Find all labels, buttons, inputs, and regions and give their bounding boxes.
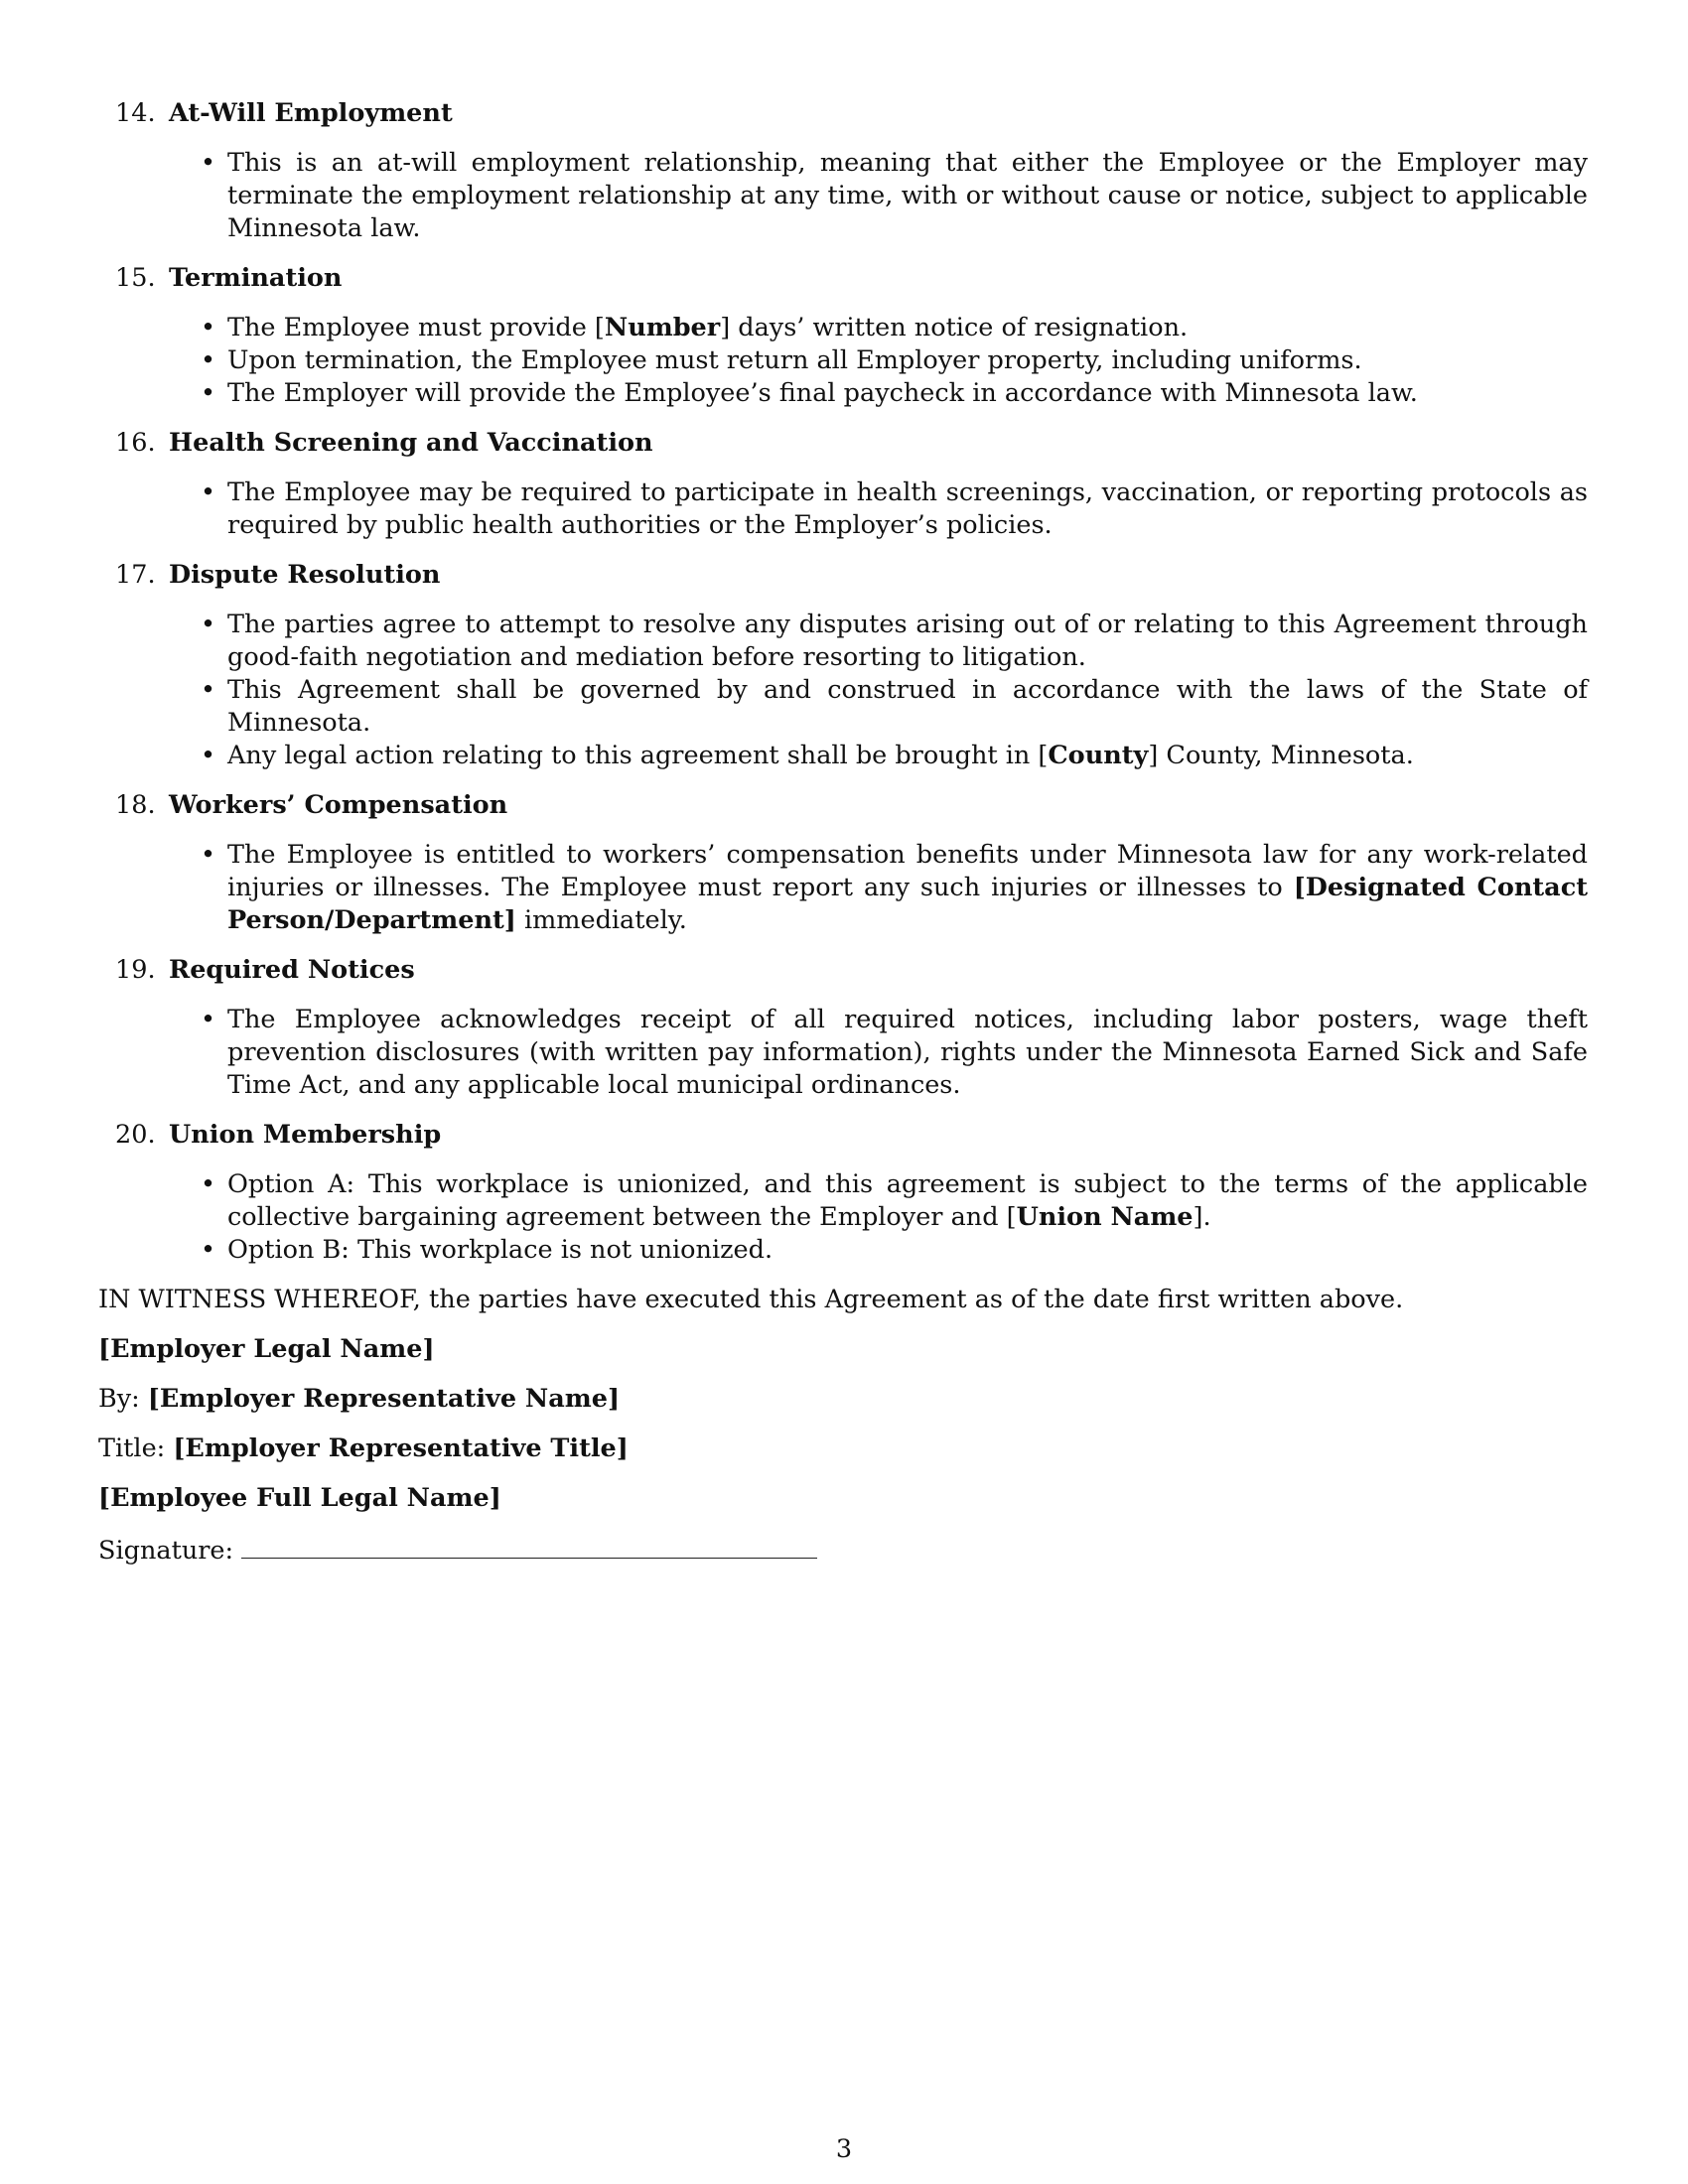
employee-full-legal-name: [Employee Full Legal Name]: [98, 1483, 501, 1513]
bullet-text: The Employer will provide the Employee’s final paycheck in accordance with Minnesota law.: [227, 378, 1418, 408]
clause-number: 19.: [115, 955, 156, 985]
list-item: [98, 147, 1588, 245]
placeholder-field: Number: [604, 313, 721, 342]
page-number: 3: [835, 2134, 853, 2164]
clause-number: 20.: [115, 1120, 156, 1150]
employer-title-line: [98, 1433, 1588, 1465]
bullet-text: This Agreement shall be governed by and construed in accordance with the laws of the State of Minnesota.: [227, 675, 1588, 738]
clause-section: [98, 954, 1588, 1102]
list-item: [98, 1234, 1588, 1267]
clause-heading: [98, 789, 1588, 822]
title-label: Title:: [98, 1433, 166, 1463]
clause-title: Health Screening and Vaccination: [169, 428, 653, 458]
bullet-text: The parties agree to attempt to resolve any disputes arising out of or relating to this Agreement through good-faith negotiation and mediation before resorting to litigation.: [227, 610, 1588, 672]
bullet-icon: •: [201, 478, 216, 507]
list-item: [98, 839, 1588, 937]
list-item: [98, 674, 1588, 740]
bullet-text: This is an at-will employment relationship, meaning that either the Employee or the Employer may terminate the employment relationship at any time, with or without cause or notice, subject to applicable Minnesota law.: [227, 148, 1588, 243]
employer-representative-title: [Employer Representative Title]: [173, 1433, 629, 1463]
clause-bullet-list: [98, 839, 1588, 937]
bullet-text: The Employee must provide [: [227, 313, 605, 342]
bullet-text: ] County, Minnesota.: [1148, 741, 1414, 770]
clause-list: [98, 97, 1588, 1267]
bullet-icon: •: [201, 148, 216, 178]
clause-heading: [98, 97, 1588, 130]
document-body: [98, 97, 1588, 1584]
clause-heading: [98, 262, 1588, 295]
bullet-text: Any legal action relating to this agreement shall be brought in [: [227, 741, 1049, 770]
placeholder-field: [Designated Contact Person/Department]: [227, 873, 1589, 935]
clause-title: Union Membership: [169, 1120, 442, 1150]
signature-blank[interactable]: [241, 1532, 817, 1559]
list-item: [98, 740, 1588, 772]
employer-representative-name: [Employer Representative Name]: [147, 1384, 621, 1414]
clause-number: 14.: [115, 98, 156, 128]
bullet-icon: •: [201, 741, 216, 770]
clause-section: [98, 559, 1588, 772]
placeholder-field: County: [1048, 741, 1149, 770]
bullet-icon: •: [201, 675, 216, 705]
clause-number: 15.: [115, 263, 156, 293]
clause-number: 18.: [115, 790, 156, 820]
list-item: [98, 477, 1588, 542]
list-item: [98, 1004, 1588, 1102]
clause-section: [98, 97, 1588, 245]
clause-heading: [98, 427, 1588, 460]
bullet-icon: •: [201, 345, 216, 375]
clause-section: [98, 1119, 1588, 1267]
bullet-text: Option B: This workplace is not unionized.: [227, 1235, 774, 1265]
list-item: [98, 312, 1588, 344]
clause-bullet-list: [98, 312, 1588, 410]
bullet-icon: •: [201, 1169, 216, 1199]
employer-legal-name: [Employer Legal Name]: [98, 1334, 435, 1364]
bullet-text: The Employee may be required to participate in health screenings, vaccination, or reporting protocols as required by public health authorities or the Employer’s policies.: [227, 478, 1588, 540]
clause-section: [98, 262, 1588, 410]
by-label: By:: [98, 1384, 140, 1414]
clause-number: 17.: [115, 560, 156, 590]
clause-title: Required Notices: [169, 955, 415, 985]
bullet-icon: •: [201, 1235, 216, 1265]
clause-title: At-Will Employment: [169, 98, 453, 128]
list-item: [98, 344, 1588, 377]
clause-title: Workers’ Compensation: [169, 790, 508, 820]
bullet-text: immediately.: [515, 905, 687, 935]
bullet-text: ] days’ written notice of resignation.: [720, 313, 1189, 342]
bullet-icon: •: [201, 313, 216, 342]
clause-title: Dispute Resolution: [169, 560, 441, 590]
bullet-text: The Employee acknowledges receipt of all required notices, including labor posters, wage theft prevention disclosures (with written pay information), rights under the Minnesota Earned Sick and Safe Time Act, and any applicable local municipal ordinances.: [227, 1005, 1588, 1100]
bullet-icon: •: [201, 378, 216, 408]
list-item: [98, 609, 1588, 674]
bullet-icon: •: [201, 840, 216, 870]
clause-heading: [98, 954, 1588, 987]
clause-bullet-list: [98, 1004, 1588, 1102]
clause-heading: [98, 1119, 1588, 1152]
bullet-text: ].: [1193, 1202, 1211, 1232]
clause-bullet-list: [98, 147, 1588, 245]
bullet-text: Upon termination, the Employee must return all Employer property, including uniforms.: [227, 345, 1362, 375]
clause-section: [98, 789, 1588, 937]
placeholder-field: Union Name: [1016, 1202, 1194, 1232]
employer-representative-line: [98, 1383, 1588, 1416]
list-item: [98, 1168, 1588, 1234]
bullet-text: Option A: This workplace is unionized, and this agreement is subject to the terms of the applicable collective bargaining agreement between the Employer and [: [227, 1169, 1588, 1232]
clause-bullet-list: [98, 477, 1588, 542]
clause-section: [98, 427, 1588, 542]
signature-line: [98, 1532, 1588, 1568]
clause-bullet-list: [98, 609, 1588, 772]
clause-number: 16.: [115, 428, 156, 458]
clause-title: Termination: [169, 263, 343, 293]
signature-label: Signature:: [98, 1536, 234, 1566]
list-item: [98, 377, 1588, 410]
witness-statement: IN WITNESS WHEREOF, the parties have executed this Agreement as of the date first written above.: [98, 1285, 1404, 1314]
bullet-icon: •: [201, 1005, 216, 1034]
bullet-icon: •: [201, 610, 216, 639]
clause-bullet-list: [98, 1168, 1588, 1267]
clause-heading: [98, 559, 1588, 592]
bullet-text: The Employee is entitled to workers’ compensation benefits under Minnesota law for any work-related injuries or illnesses. The Employee must report any such injuries or illnesses to: [227, 840, 1588, 902]
